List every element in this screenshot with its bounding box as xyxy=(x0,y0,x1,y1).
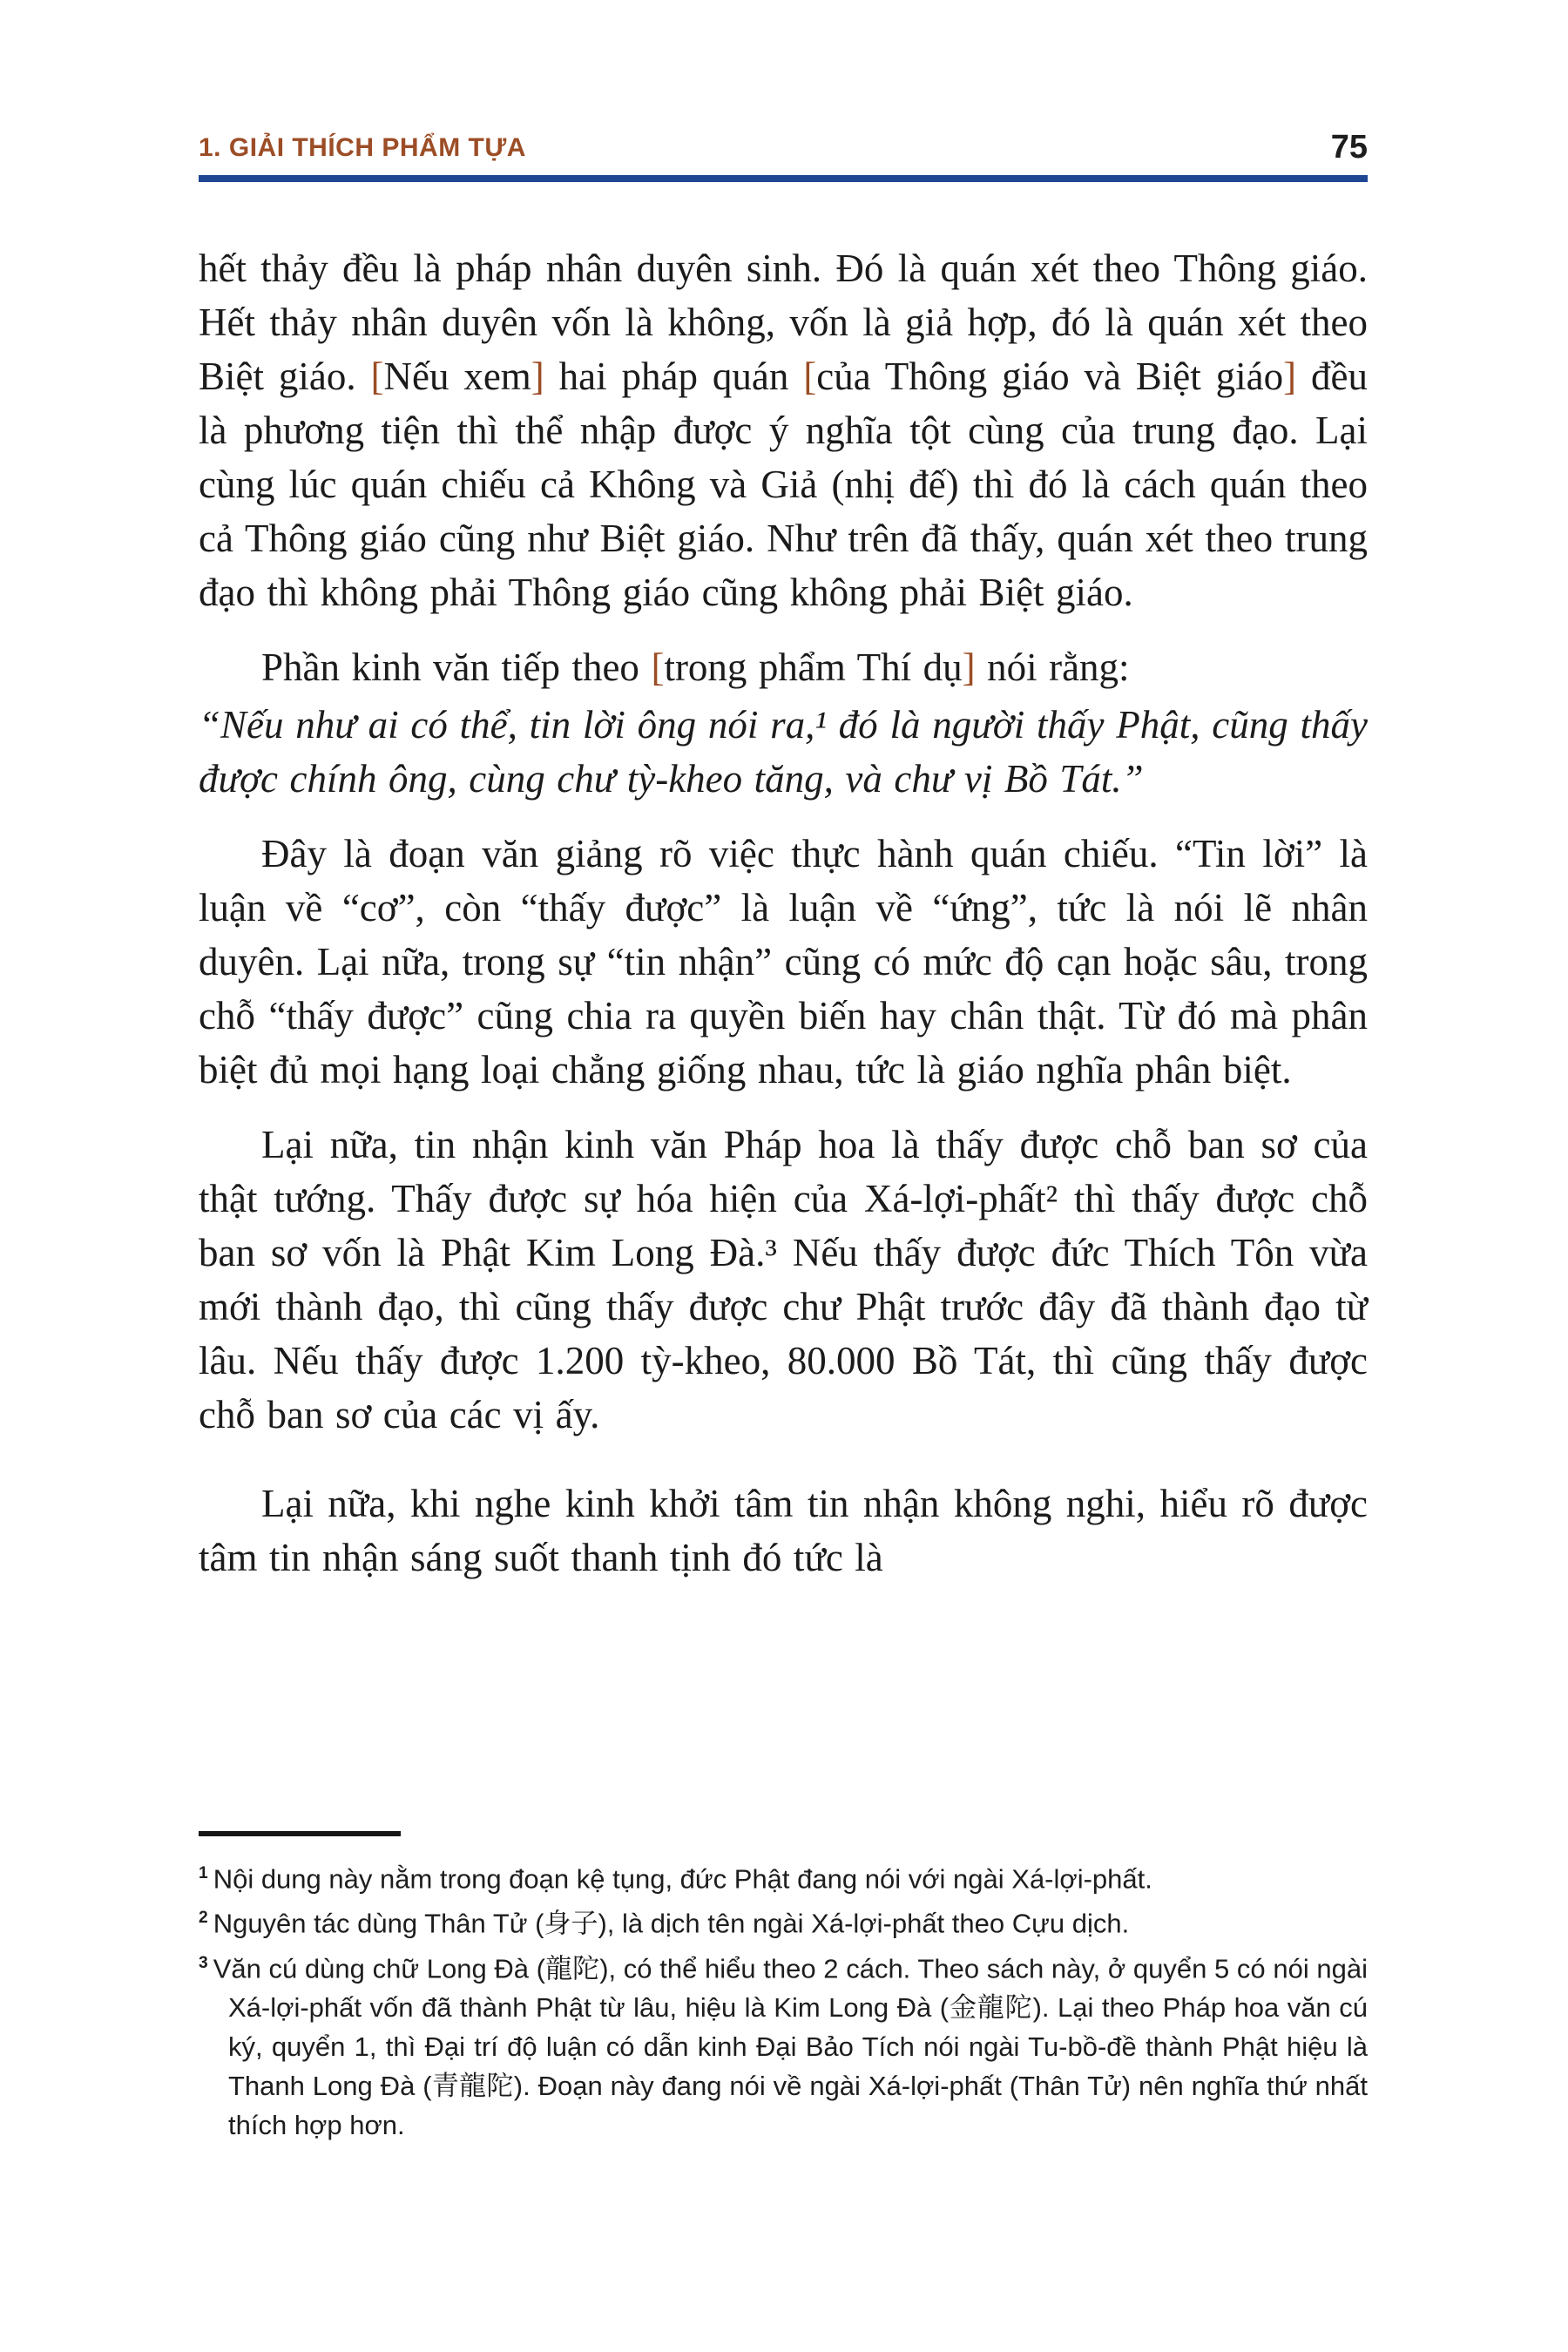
editor-bracket: ] xyxy=(1283,355,1297,398)
text-segment: đều là phương tiện thì thể nhập được ý nghĩa tột cùng của trung đạo. Lại cùng lúc quán chiếu cả Không và Giả (nhị đế) thì đó là cách quán theo cả Thông giáo cũng như Biệt giáo. Như trên đã thấy, quán xét theo trung đạo thì không phải Thông giáo cũng không phải Biệt giáo. xyxy=(199,355,1368,614)
paragraph-closing xyxy=(199,1477,1368,1585)
paragraph-faith xyxy=(199,1118,1368,1442)
paragraph-continuation xyxy=(199,241,1368,619)
footnote-list xyxy=(199,1854,1368,2145)
text-segment: Đây là đoạn văn giảng rõ việc thực hành quán chiếu. “Tin lời” là luận về “cơ”, còn “thấy được” là luận về “ứng”, tức là nói lẽ nhân duyên. Lại nữa, trong sự “tin nhận” cũng có mức độ cạn hoặc sâu, trong chỗ “thấy được” cũng chia ra quyền biến hay chân thật. Từ đó mà phân biệt đủ mọi hạng loại chẳng giống nhau, tức là giáo nghĩa phân biệt. xyxy=(199,832,1368,1092)
paragraph-commentary xyxy=(199,827,1368,1097)
footnote-marker: 3 xyxy=(199,1953,208,1972)
header-rule xyxy=(199,175,1368,182)
section-title: 1. GIẢI THÍCH PHẨM TỰA xyxy=(199,133,526,162)
editor-bracket: ] xyxy=(531,355,544,398)
footnote-text: Nguyên tác dùng Thân Tử (身子), là dịch tên ngài Xá-lợi-phất theo Cựu dịch. xyxy=(213,1908,1130,1939)
text-segment: “Nếu như ai có thể, tin lời ông nói ra,¹ đó là người thấy Phật, cũng thấy được chính ông, cùng chư tỳ-kheo tăng, và chư vị Bồ Tát.” xyxy=(199,703,1368,801)
text-segment: hai pháp quán xyxy=(544,355,804,398)
paragraph-sutra-quote xyxy=(199,698,1368,806)
text-segment: trong phẩm Thí dụ xyxy=(664,645,963,689)
text-segment: Phần kinh văn tiếp theo xyxy=(261,645,652,689)
footnote-item xyxy=(199,1854,1368,1898)
editor-bracket: [ xyxy=(803,355,817,398)
text-segment: hết thảy đều là pháp nhân duyên sinh. Đó là quán xét theo Thông giáo. Hết thảy nhân duyên vốn là không, vốn là giả hợp, đó là quán xét theo Biệt giáo. xyxy=(199,247,1368,398)
footnote-marker: 2 xyxy=(199,1909,208,1928)
footnote-text: Văn cú dùng chữ Long Đà (龍陀), có thể hiểu theo 2 cách. Theo sách này, ở quyển 5 có nói ngài Xá-lợi-phất vốn đã thành Phật từ lâu, hiệu là Kim Long Đà (金龍陀). Lại theo Pháp hoa văn cú ký, quyển 1, thì Đại trí độ luận có dẫn kinh Đại Bảo Tích nói ngài Tu-bồ-đề thành Phật hiệu là Thanh Long Đà (青龍陀). Đoạn này đang nói về ngài Xá-lợi-phất (Thân Tử) nên nghĩa thứ nhất thích hợp hơn. xyxy=(213,1952,1368,2140)
text-segment: Lại nữa, tin nhận kinh văn Pháp hoa là thấy được chỗ ban sơ của thật tướng. Thấy được sự hóa hiện của Xá-lợi-phất² thì thấy được chỗ ban sơ vốn là Phật Kim Long Đà.³ Nếu thấy được đức Thích Tôn vừa mới thành đạo, thì cũng thấy được chư Phật trước đây đã thành đạo từ lâu. Nếu thấy được 1.200 tỳ-kheo, 80.000 Bồ Tát, thì cũng thấy được chỗ ban sơ của các vị ấy. xyxy=(199,1123,1368,1436)
paragraph-intro-quote xyxy=(199,640,1368,694)
footnote-text: Nội dung này nằm trong đoạn kệ tụng, đức Phật đang nói với ngài Xá-lợi-phất. xyxy=(213,1863,1152,1895)
footnotes-section xyxy=(199,1831,1368,2145)
body-text xyxy=(199,241,1368,1585)
running-head xyxy=(199,129,1368,168)
text-segment: Nếu xem xyxy=(383,355,531,398)
editor-bracket: [ xyxy=(370,355,384,398)
footnote-item xyxy=(199,1943,1368,2145)
text-segment: Lại nữa, khi nghe kinh khởi tâm tin nhận không nghi, hiểu rõ được tâm tin nhận sáng suốt thanh tịnh đó tức là xyxy=(199,1482,1368,1579)
text-segment: của Thông giáo và Biệt giáo xyxy=(816,355,1284,398)
page-number: 75 xyxy=(1330,129,1368,166)
editor-bracket: ] xyxy=(962,645,976,689)
footnote-separator xyxy=(199,1831,401,1836)
footnote-marker: 1 xyxy=(199,1864,208,1882)
editor-bracket: [ xyxy=(651,645,665,689)
footnote-item xyxy=(199,1898,1368,1943)
text-segment: nói rằng: xyxy=(975,645,1130,689)
